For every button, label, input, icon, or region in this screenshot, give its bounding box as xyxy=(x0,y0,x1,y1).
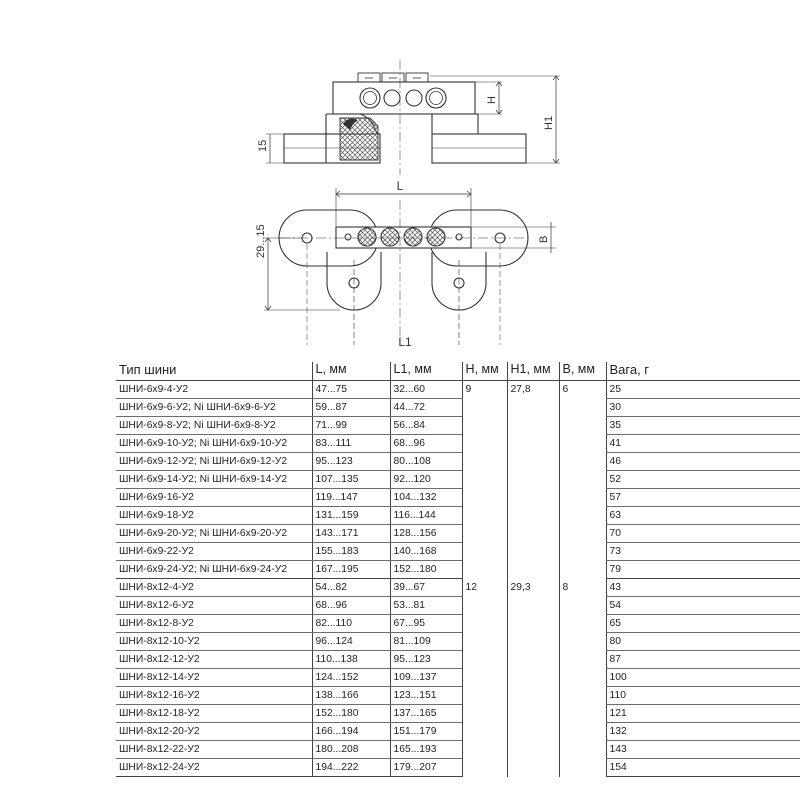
table-row xyxy=(116,597,800,615)
cell-weight: 154 xyxy=(606,759,800,777)
col-header-weight: Вага, г xyxy=(606,362,800,381)
cell-L1: 53...81 xyxy=(390,597,462,615)
table-row xyxy=(116,381,800,399)
table-row xyxy=(116,471,800,489)
col-header-B: B, мм xyxy=(559,362,606,381)
screw-hole-4 xyxy=(426,88,446,108)
cell-L1: 95...123 xyxy=(390,651,462,669)
cell-L: 166...194 xyxy=(312,723,390,741)
cell-type: ШНИ-8х12-6-У2 xyxy=(116,597,312,615)
dim-29-15-label: 29...15 xyxy=(255,224,267,258)
dim-L1-label: L1 xyxy=(398,335,412,349)
cell-L: 68...96 xyxy=(312,597,390,615)
cell-L1: 128...156 xyxy=(390,525,462,543)
table-row xyxy=(116,543,800,561)
table-row xyxy=(116,615,800,633)
cell-type: ШНИ-6х9-18-У2 xyxy=(116,507,312,525)
cell-type: ШНИ-6х9-22-У2 xyxy=(116,543,312,561)
cell-type: ШНИ-6х9-24-У2; Ni ШНИ-6х9-24-У2 xyxy=(116,561,312,579)
cell-L: 83...111 xyxy=(312,435,390,453)
table-row xyxy=(116,399,800,417)
cell-type: ШНИ-6х9-20-У2; Ni ШНИ-6х9-20-У2 xyxy=(116,525,312,543)
cell-L: 194...222 xyxy=(312,759,390,777)
cell-type: ШНИ-8х12-12-У2 xyxy=(116,651,312,669)
cell-weight: 143 xyxy=(606,741,800,759)
table-row xyxy=(116,579,800,597)
cell-L: 167...195 xyxy=(312,561,390,579)
cell-weight: 57 xyxy=(606,489,800,507)
cell-B: 6 xyxy=(559,381,606,579)
cell-weight: 73 xyxy=(606,543,800,561)
cell-L1: 32...60 xyxy=(390,381,462,399)
screw-hole-3 xyxy=(406,90,422,106)
cell-L1: 140...168 xyxy=(390,543,462,561)
cell-L: 47...75 xyxy=(312,381,390,399)
table-row xyxy=(116,723,800,741)
cell-type: ШНИ-8х12-4-У2 xyxy=(116,579,312,597)
cell-type: ШНИ-8х12-18-У2 xyxy=(116,705,312,723)
screw-hole-1 xyxy=(360,88,380,108)
cell-L1: 67...95 xyxy=(390,615,462,633)
cell-type: ШНИ-8х12-10-У2 xyxy=(116,633,312,651)
cell-L: 155...183 xyxy=(312,543,390,561)
col-header-L: L, мм xyxy=(312,362,390,381)
cell-L1: 104...132 xyxy=(390,489,462,507)
cell-L: 95...123 xyxy=(312,453,390,471)
cell-L: 96...124 xyxy=(312,633,390,651)
side-view xyxy=(266,60,560,175)
cell-type: ШНИ-8х12-24-У2 xyxy=(116,759,312,777)
col-header-type: Тип шини xyxy=(116,362,312,381)
cell-type: ШНИ-8х12-14-У2 xyxy=(116,669,312,687)
cell-L1: 179...207 xyxy=(390,759,462,777)
cell-weight: 110 xyxy=(606,687,800,705)
cell-L1: 39...67 xyxy=(390,579,462,597)
cell-weight: 132 xyxy=(606,723,800,741)
cell-weight: 63 xyxy=(606,507,800,525)
cell-weight: 100 xyxy=(606,669,800,687)
cell-weight: 121 xyxy=(606,705,800,723)
cell-L1: 92...120 xyxy=(390,471,462,489)
cell-L: 54...82 xyxy=(312,579,390,597)
cell-weight: 79 xyxy=(606,561,800,579)
table-row xyxy=(116,687,800,705)
cell-weight: 35 xyxy=(606,417,800,435)
cell-L1: 165...193 xyxy=(390,741,462,759)
col-header-H: H, мм xyxy=(462,362,507,381)
cell-L1: 56...84 xyxy=(390,417,462,435)
table-row xyxy=(116,489,800,507)
cell-L: 71...99 xyxy=(312,417,390,435)
cell-L: 131...159 xyxy=(312,507,390,525)
cell-L1: 151...179 xyxy=(390,723,462,741)
table-row xyxy=(116,561,800,579)
cell-L: 180...208 xyxy=(312,741,390,759)
cell-weight: 65 xyxy=(606,615,800,633)
cell-type: ШНИ-8х12-16-У2 xyxy=(116,687,312,705)
cell-L1: 80...108 xyxy=(390,453,462,471)
table-row xyxy=(116,651,800,669)
cell-type: ШНИ-6х9-12-У2; Ni ШНИ-6х9-12-У2 xyxy=(116,453,312,471)
cell-weight: 43 xyxy=(606,579,800,597)
dim-15-label: 15 xyxy=(257,139,269,152)
cell-type: ШНИ-8х12-22-У2 xyxy=(116,741,312,759)
cell-weight: 80 xyxy=(606,633,800,651)
cell-type: ШНИ-8х12-8-У2 xyxy=(116,615,312,633)
cell-type: ШНИ-6х9-16-У2 xyxy=(116,489,312,507)
cell-weight: 46 xyxy=(606,453,800,471)
cell-L: 59...87 xyxy=(312,399,390,417)
cell-L1: 44...72 xyxy=(390,399,462,417)
cell-type: ШНИ-6х9-6-У2; Ni ШНИ-6х9-6-У2 xyxy=(116,399,312,417)
technical-drawing xyxy=(0,0,800,360)
cell-type: ШНИ-8х12-20-У2 xyxy=(116,723,312,741)
cell-weight: 87 xyxy=(606,651,800,669)
dim-H-label: H xyxy=(486,96,498,104)
cell-H: 9 xyxy=(462,381,507,579)
table-row xyxy=(116,435,800,453)
screw-hole-2 xyxy=(384,90,400,106)
cell-weight: 70 xyxy=(606,525,800,543)
top-view xyxy=(264,188,556,345)
cell-B: 8 xyxy=(559,579,606,777)
dim-B-label: B xyxy=(538,235,550,243)
table-row xyxy=(116,705,800,723)
cell-L: 152...180 xyxy=(312,705,390,723)
cell-H1: 27,8 xyxy=(507,381,559,579)
cell-weight: 52 xyxy=(606,471,800,489)
cell-L1: 109...137 xyxy=(390,669,462,687)
table-row xyxy=(116,633,800,651)
cell-H1: 29,3 xyxy=(507,579,559,777)
col-header-H1: H1, мм xyxy=(507,362,559,381)
cell-L1: 137...165 xyxy=(390,705,462,723)
cell-L: 119...147 xyxy=(312,489,390,507)
cell-L: 124...152 xyxy=(312,669,390,687)
specs-table xyxy=(116,362,800,777)
table-row xyxy=(116,759,800,777)
cell-L1: 68...96 xyxy=(390,435,462,453)
table-row xyxy=(116,741,800,759)
cell-L: 107...135 xyxy=(312,471,390,489)
cell-L: 143...171 xyxy=(312,525,390,543)
table-header-row xyxy=(116,362,800,381)
cell-L1: 152...180 xyxy=(390,561,462,579)
dim-H1-label: H1 xyxy=(543,115,555,130)
cell-type: ШНИ-6х9-4-У2 xyxy=(116,381,312,399)
col-header-L1: L1, мм xyxy=(390,362,462,381)
cell-weight: 54 xyxy=(606,597,800,615)
cell-L: 138...166 xyxy=(312,687,390,705)
table-row xyxy=(116,507,800,525)
cell-type: ШНИ-6х9-8-У2; Ni ШНИ-6х9-8-У2 xyxy=(116,417,312,435)
table-row xyxy=(116,453,800,471)
cell-L1: 81...109 xyxy=(390,633,462,651)
cell-weight: 25 xyxy=(606,381,800,399)
dim-L-label: L xyxy=(396,179,404,193)
table-row xyxy=(116,525,800,543)
cell-type: ШНИ-6х9-10-У2; Ni ШНИ-6х9-10-У2 xyxy=(116,435,312,453)
table-row xyxy=(116,669,800,687)
cell-L: 110...138 xyxy=(312,651,390,669)
cell-weight: 41 xyxy=(606,435,800,453)
table-row xyxy=(116,417,800,435)
cell-L: 82...110 xyxy=(312,615,390,633)
cell-H: 12 xyxy=(462,579,507,777)
cell-type: ШНИ-6х9-14-У2; Ni ШНИ-6х9-14-У2 xyxy=(116,471,312,489)
cell-weight: 30 xyxy=(606,399,800,417)
table-body xyxy=(116,381,800,777)
cell-L1: 116...144 xyxy=(390,507,462,525)
cell-L1: 123...151 xyxy=(390,687,462,705)
